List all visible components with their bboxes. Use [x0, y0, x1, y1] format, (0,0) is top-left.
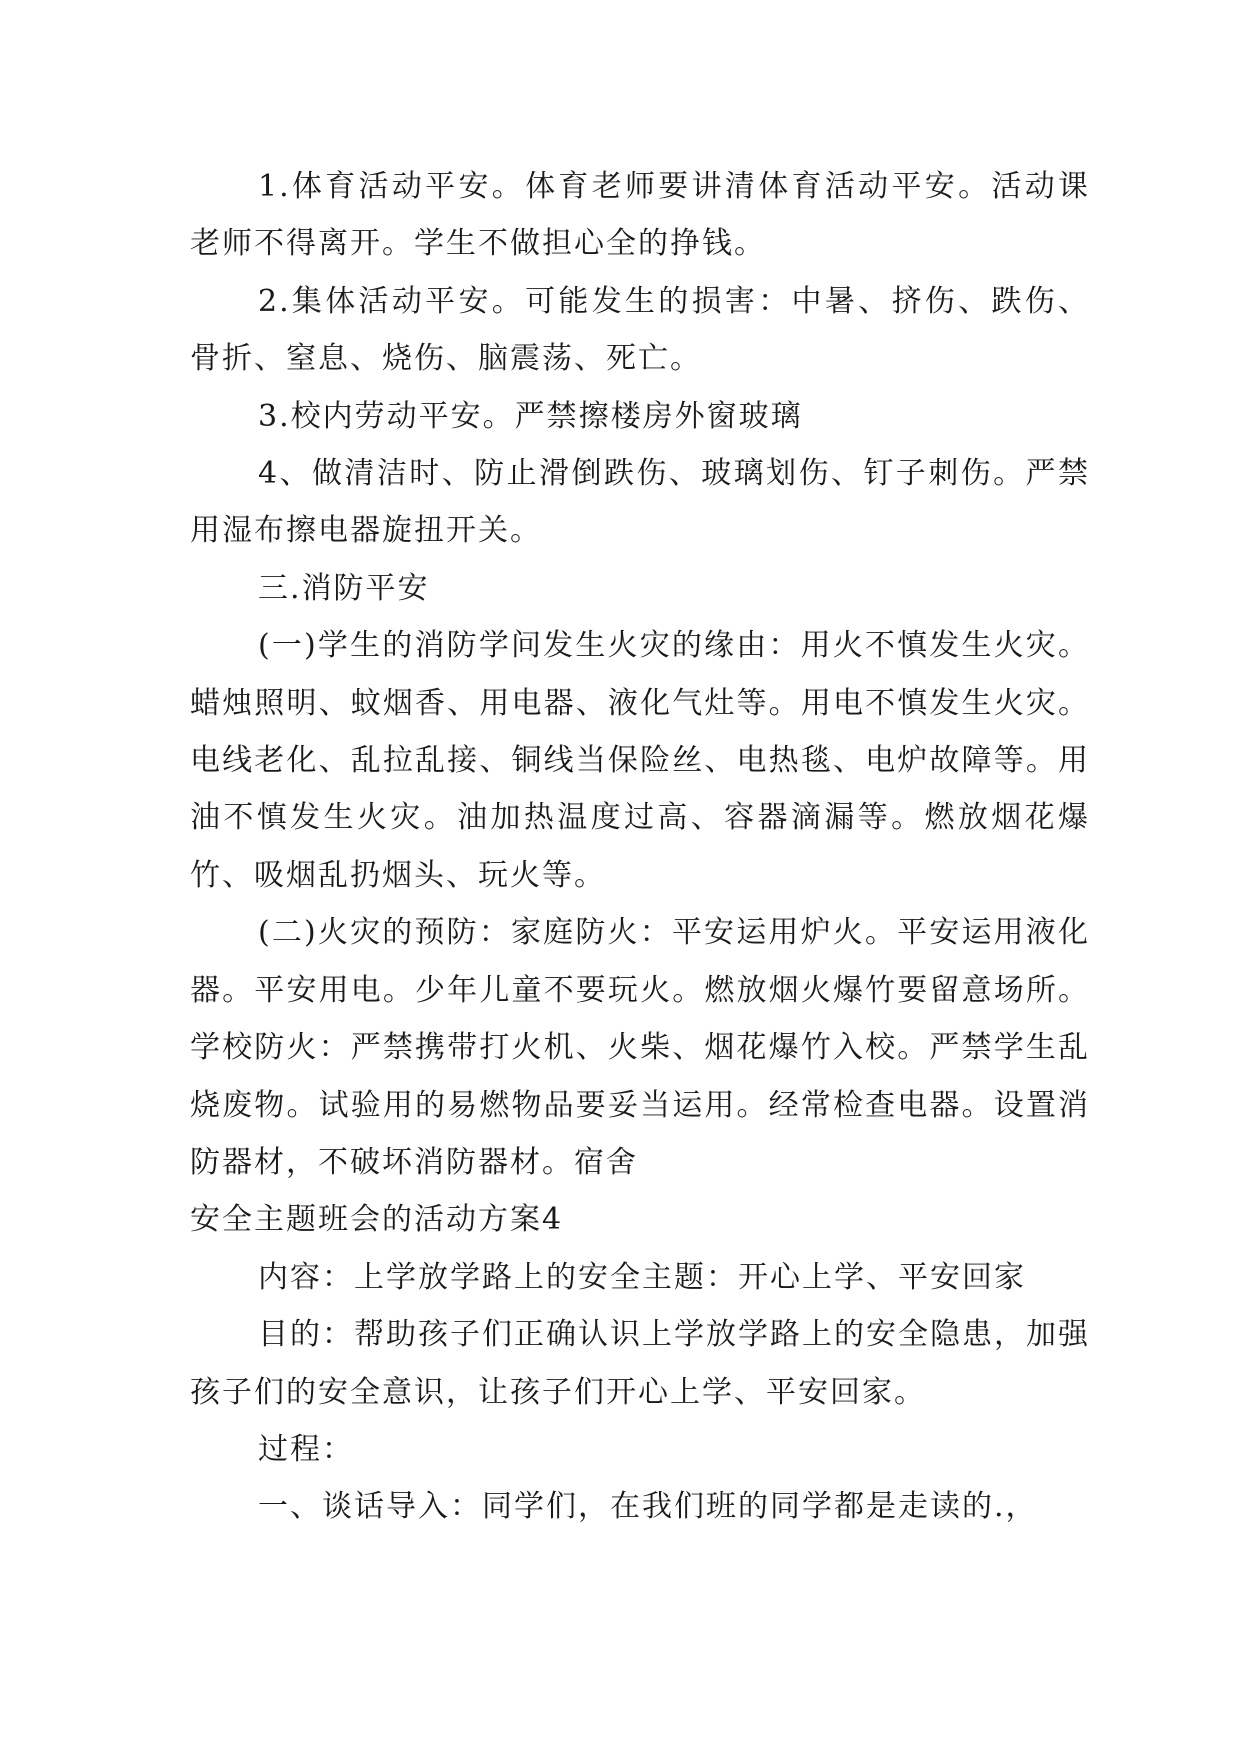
- paragraph-fire-causes: (一)学生的消防学问发生火灾的缘由：用火不慎发生火灾。蜡烛照明、蚊烟香、用电器、液化气灶等。用电不慎发生火灾。电线老化、乱拉乱接、铜线当保险丝、电热毯、电炉故障等。用油不慎发生火灾。油加热温度过高、容器滴漏等。燃放烟花爆竹、吸烟乱扔烟头、玩火等。: [190, 628, 1090, 893]
- document-body: [190, 158, 1090, 1536]
- section-heading-fire-safety: 三.消防平安: [258, 570, 430, 606]
- paragraph-process-label: 过程：: [258, 1431, 354, 1467]
- document-title-plan-4: 安全主题班会的活动方案4: [190, 1202, 564, 1238]
- paragraph-campus-labor-safety: 3.校内劳动平安。严禁擦楼房外窗玻璃: [258, 398, 803, 434]
- paragraph-content: 内容：上学放学路上的安全主题：开心上学、平安回家: [258, 1259, 1026, 1295]
- paragraph-cleaning-safety: 4、做清洁时、防止滑倒跌伤、玻璃划伤、钉子刺伤。严禁用湿布擦电器旋扭开关。: [190, 456, 1090, 549]
- paragraph-fire-prevention: (二)火灾的预防：家庭防火：平安运用炉火。平安运用液化器。平安用电。少年儿童不要玩火。燃放烟火爆竹要留意场所。学校防火：严禁携带打火机、火柴、烟花爆竹入校。严禁学生乱烧废物。试验用的易燃物品要妥当运用。经常检查电器。设置消防器材，不破坏消防器材。宿舍: [190, 915, 1090, 1180]
- paragraph-group-activity-safety: 2.集体活动平安。可能发生的损害：中暑、挤伤、跌伤、骨折、窒息、烧伤、脑震荡、死亡。: [190, 283, 1090, 377]
- paragraph-sports-safety: 1.体育活动平安。体育老师要讲清体育活动平安。活动课老师不得离开。学生不做担心全的挣钱。: [190, 169, 1090, 262]
- paragraph-purpose: 目的：帮助孩子们正确认识上学放学路上的安全隐患，加强孩子们的安全意识，让孩子们开心上学、平安回家。: [190, 1317, 1090, 1410]
- paragraph-introduction: 一、谈话导入：同学们，在我们班的同学都是走读的.，: [258, 1489, 1038, 1525]
